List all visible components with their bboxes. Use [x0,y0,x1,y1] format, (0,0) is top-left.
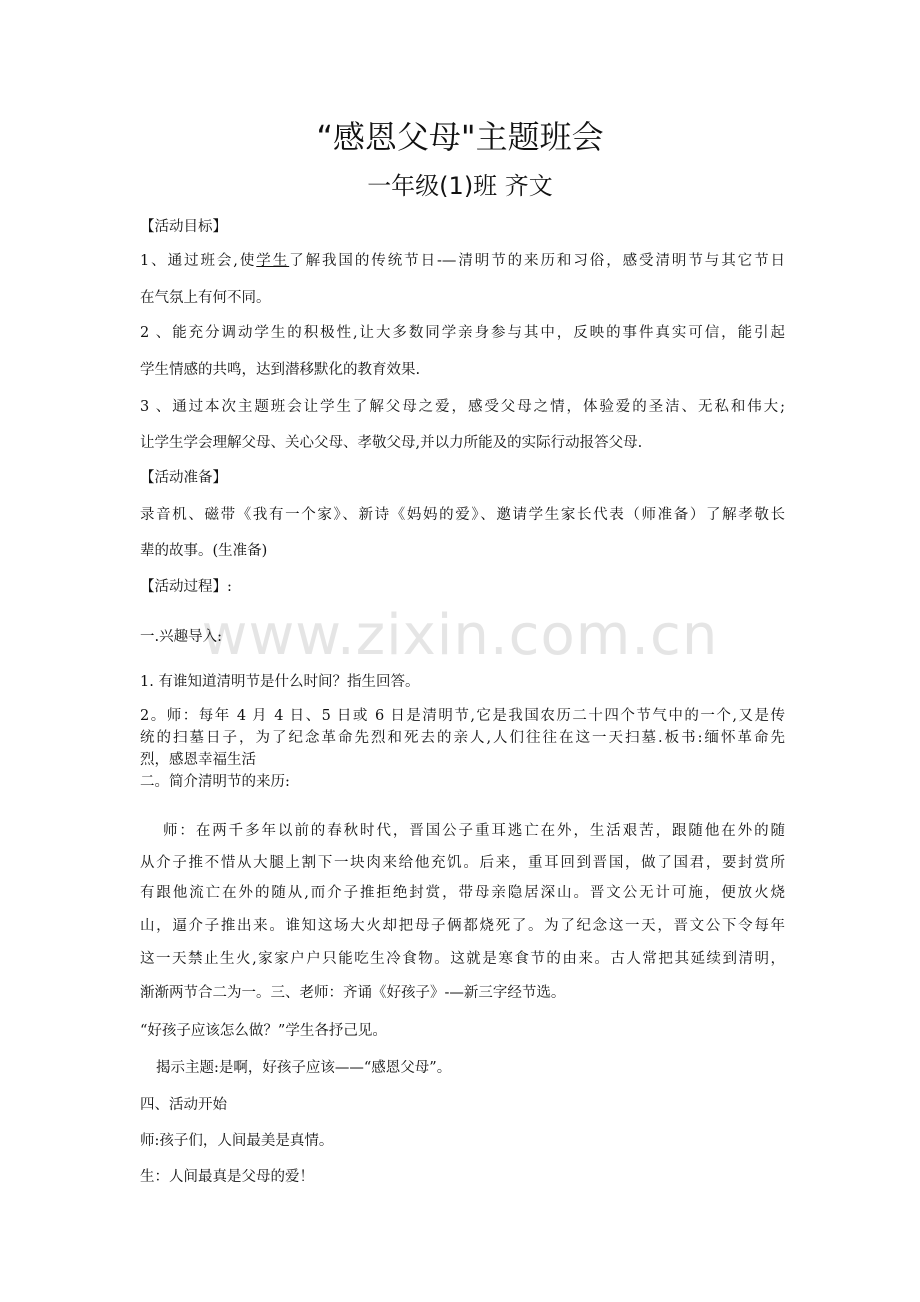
goal-2-line-2: 学生情感的共鸣，达到潜移默化的教育效果. [140,362,421,378]
goal-3-line-2: 让学生学会理解父母、关心父母、孝敬父母,并以力所能及的实际行动报答父母. [140,435,643,451]
story-line-6: 渐渐两节合二为一。三、老师：齐诵《好孩子》-—新三字经节选。 [140,985,566,1001]
goal-1-line-2: 在气氛上有何不同。 [140,290,271,306]
section-1-teacher-line-3: 烈，感恩幸福生活 [140,752,256,768]
section-1-teacher-line-2: 统的扫墓日子，为了纪念革命先烈和死去的亲人,人们往往在这一天扫墓.板书:缅怀革命先 [140,730,785,746]
section-1-question: 1. 有谁知道清明节是什么时间？指生回答。 [140,674,420,690]
prep-line-1: 录音机、磁带《我有一个家》、新诗《妈妈的爱》、邀请学生家长代表（师准备）了解孝敬长 [140,507,785,523]
story-line-4: 山，逼介子推出来。谁知这场大火却把母子俩都烧死了。为了纪念这一天，晋文公下令每年 [140,918,785,934]
underlined-word: 学生 [256,253,290,269]
section-4-heading: 四、活动开始 [140,1097,227,1113]
story-line-1: 师：在两千多年以前的春秋时代，晋国公子重耳逃亡在外，生活艰苦，跟随他在外的随 [163,823,785,839]
story-line-2: 从介子推不惜从大腿上割下一块肉来给他充饥。后来，重耳回到晋国，做了国君，要封赏所 [140,855,785,871]
prep-line-2: 辈的故事。(生准备) [140,543,268,559]
story-line-5: 这一天禁止生火,家家户户只能吃生冷食物。这就是寒食节的由来。古人常把其延续到清明， [140,951,785,967]
section-2-heading: 二。简介清明节的来历: [140,774,290,790]
section-1-teacher-line-1: 2。师：每年 4 月 4 日、5 日或 6 日是清明节,它是我国农历二十四个节气中的一个,又是传 [140,708,785,724]
process-heading: 【活动过程】: [140,579,232,595]
prep-heading: 【活动准备】 [140,470,227,486]
goal-2-line-1: 2 、能充分调动学生的积极性,让大多数同学亲身参与其中，反映的事件真实可信，能引起 [140,325,785,341]
section-4-student: 生：人间最真是父母的爱！ [140,1169,314,1185]
section-1-heading: 一.兴趣导入: [140,629,222,645]
page-title: “感恩父母"主题班会 [316,118,604,156]
section-4-teacher: 师:孩子们，人间最美是真情。 [140,1133,334,1149]
section-3-reveal: 揭示主题:是啊，好孩子应该——“感恩父母”。 [156,1060,452,1076]
story-line-3: 有跟他流亡在外的随从,而介子推拒绝封赏，带母亲隐居深山。晋文公无计可施，便放火烧 [140,885,785,901]
goal-3-line-1: 3 、通过本次主题班会让学生了解父母之爱，感受父母之情，体验爱的圣洁、无私和伟大; [140,399,785,415]
watermark: www.zixin.com.cn [201,603,719,668]
goal-heading: 【活动目标】 [140,219,227,235]
section-3-question: “好孩子应该怎么做？”学生各抒己见。 [140,1023,387,1039]
page-subtitle: 一年级(1)班 齐文 [367,172,553,200]
goal-1-line-1: 1、通过班会,使学生了解我国的传统节日-—清明节的来历和习俗，感受清明节与其它节日 [140,253,785,269]
